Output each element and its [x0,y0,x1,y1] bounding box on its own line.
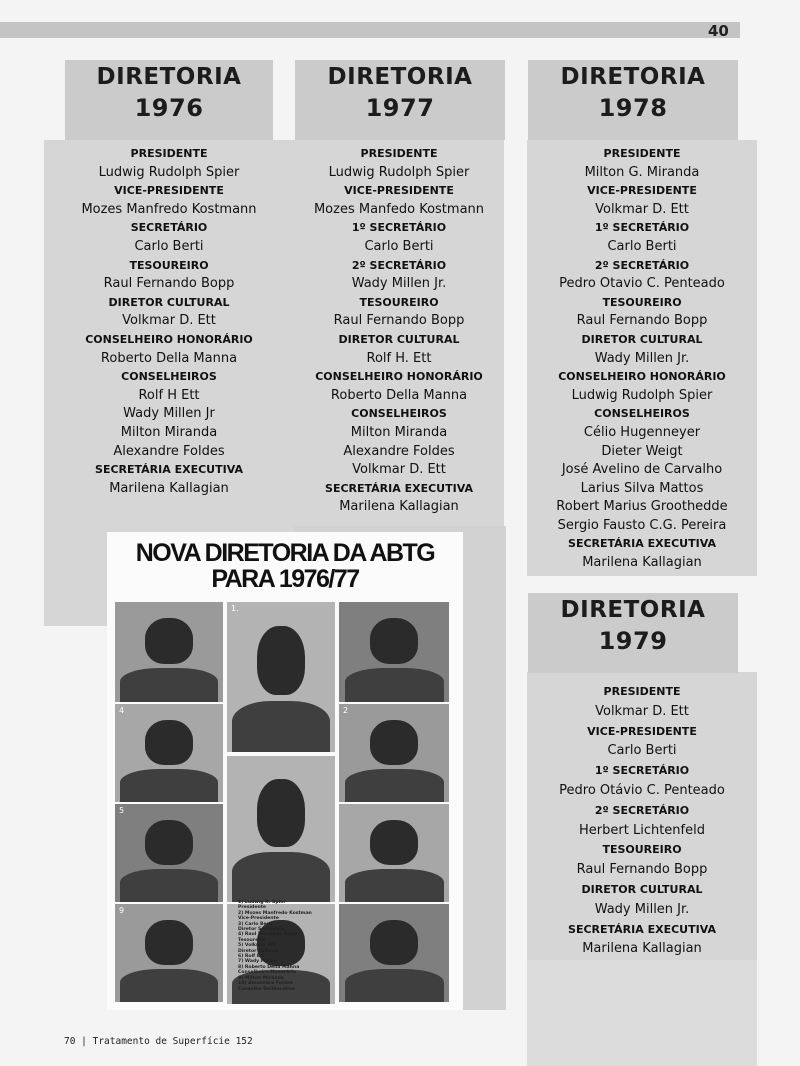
board-year: 1977 [365,94,435,122]
caption-line: 6) Rolf Ett [238,954,265,960]
poster-title-line1: NOVA DIRETORIA DA ABTG [135,539,435,567]
member-name: Ludwig Rudolph Spier [571,387,713,403]
board-title: DIRETORIA [560,597,706,623]
role-label: CONSELHEIRO HONORÁRIO [315,370,483,384]
member-name: Carlo Berti [607,238,677,254]
role-label: DIRETOR CULTURAL [108,295,230,309]
board-year: 1979 [598,627,668,655]
role-label: 1º SECRETÁRIO [351,221,447,235]
caption-line: 3) Carlo Berti [238,921,273,927]
board-year: 1976 [134,94,204,122]
role-label: DIRETOR CULTURAL [338,332,460,346]
board-title: DIRETORIA [327,64,473,90]
role-label: VICE-PRESIDENTE [587,184,697,198]
caption-line: 9) Milton Miranda [238,975,285,981]
poster-title [107,540,463,592]
member-name: Raul Fernando Bopp [333,313,465,329]
member-name: Herbert Lichtenfeld [579,822,705,838]
head-shape [370,720,418,765]
portrait-photo [339,602,449,702]
shoulders-shape [232,852,329,902]
caption-line: Diretor Secretário [238,927,285,933]
caption-line: 4) Raul Fernando Bopp [238,932,298,938]
shoulders-shape [120,668,217,702]
role-label: SECRETÁRIA EXECUTIVA [568,922,716,936]
head-shape [370,920,418,965]
poster-caption [238,900,338,992]
role-label: TESOUREIRO [129,258,209,272]
head-shape [145,920,193,965]
caption-line: 10) Alexandre Foldes [238,981,293,987]
caption-line: Diretor Cultural [238,948,279,954]
member-name: Alexandre Foldes [343,443,455,459]
board-list-1976 [44,145,294,498]
member-name: Carlo Berti [134,238,204,254]
role-label: PRESIDENTE [360,147,438,160]
head-shape [145,618,193,664]
role-label: TESOUREIRO [602,295,682,309]
member-name: Volkmar D. Ett [122,313,216,329]
shoulders-shape [345,668,444,702]
member-name: Wady Millen Jr. [594,901,690,917]
member-name: Carlo Berti [364,238,434,254]
member-name: Wady Millen Jr. [594,350,690,366]
portrait-photo [339,904,449,1002]
role-label: CONSELHEIROS [351,407,447,421]
member-name: Marilena Kallagian [582,555,702,571]
member-name: Volkmar D. Ett [595,703,689,719]
caption-line: 1) Ludwig R. Spier [238,900,286,905]
member-name: Marilena Kallagian [339,499,459,515]
member-name: Sergio Fausto C.G. Pereira [557,517,727,533]
portrait-photo [115,602,223,702]
role-label: TESOUREIRO [359,295,439,309]
member-name: Ludwig Rudolph Spier [98,164,240,180]
role-label: CONSELHEIRO HONORÁRIO [558,370,726,384]
member-name: Alexandre Foldes [113,443,225,459]
member-name: Wady Millen Jr [123,406,215,422]
caption-line: 2) Mozes Manfredo Kostman [238,910,312,916]
role-label: PRESIDENTE [603,685,681,698]
member-name: Marilena Kallagian [109,480,229,496]
photo-number: 2 [343,706,349,715]
member-name: Pedro Otávio C. Penteado [559,782,725,798]
board-year: 1978 [598,94,668,122]
header-1979 [528,593,738,673]
head-shape [257,779,305,846]
photo-number: 9 [119,906,125,915]
caption-line: Conselheiro Honorário [238,970,296,976]
board-title: DIRETORIA [96,64,242,90]
head-shape [145,820,193,865]
role-label: DIRETOR CULTURAL [581,332,703,346]
member-name: Milton Miranda [120,424,218,440]
role-label: 2º SECRETÁRIO [594,258,690,272]
role-label: VICE-PRESIDENTE [587,724,697,738]
shoulders-shape [345,769,444,802]
board-title: DIRETORIA [560,64,706,90]
member-name: Pedro Otavio C. Penteado [559,276,725,292]
member-name: Roberto Della Manna [330,387,468,403]
role-label: PRESIDENTE [130,147,208,160]
shoulders-shape [120,969,217,1002]
member-name: Raul Fernando Bopp [576,862,708,878]
member-name: Mozes Manfedo Kostmann [313,201,485,217]
role-label: SECRETÁRIA EXECUTIVA [325,481,473,495]
member-name: Célio Hugenneyer [583,424,701,440]
shoulders-shape [232,701,329,752]
col-shade-bottom [527,960,757,1066]
caption-line: 8) Roberto Della Manna [238,964,300,970]
member-name: José Avelino de Carvalho [561,462,723,478]
board-list-1978 [527,145,757,573]
member-name: Raul Fernando Bopp [576,313,708,329]
portrait-photo [115,904,223,1002]
caption-line: 7) Wady Millen [238,959,277,965]
head-shape [145,720,193,765]
role-label: DIRETOR CULTURAL [581,882,703,896]
header-1977 [295,60,505,140]
role-label: VICE-PRESIDENTE [344,184,454,198]
member-name: Volkmar D. Ett [595,201,689,217]
page-footer: 70 | Tratamento de Superfície 152 [64,1036,253,1047]
photo-number: 4 [119,706,125,715]
member-name: Raul Fernando Bopp [103,276,235,292]
member-name: Wady Millen Jr. [351,276,447,292]
shoulders-shape [120,769,217,802]
photo-number: 1. [231,604,239,613]
role-label: SECRETÁRIO [130,221,208,235]
member-name: Dieter Weigt [601,443,683,459]
top-bar [0,22,740,38]
role-label: SECRETÁRIA EXECUTIVA [95,463,243,477]
portrait-photo [115,704,223,802]
anniversary-logo: 40 [708,22,729,40]
caption-line: Tesoureiro [238,937,266,943]
caption-line: Presidente [238,905,267,911]
role-label: VICE-PRESIDENTE [114,184,224,198]
head-shape [370,820,418,865]
role-label: CONSELHEIROS [121,370,217,384]
portrait-photo [115,804,223,902]
member-name: Milton Miranda [350,424,448,440]
member-name: Mozes Manfredo Kostmann [81,201,257,217]
member-name: Rolf H Ett [138,387,200,403]
member-name: Volkmar D. Ett [352,462,446,478]
head-shape [370,618,418,664]
role-label: 1º SECRETÁRIO [594,764,690,778]
shoulders-shape [345,969,444,1002]
member-name: Ludwig Rudolph Spier [328,164,470,180]
portrait-photo [227,756,335,902]
role-label: CONSELHEIROS [594,407,690,421]
head-shape [257,626,305,695]
role-label: TESOUREIRO [602,843,682,857]
member-name: Milton G. Miranda [584,164,700,180]
portrait-photo [227,602,335,752]
board-list-1979 [527,682,757,959]
role-label: SECRETÁRIA EXECUTIVA [568,537,716,551]
role-label: CONSELHEIRO HONORÁRIO [85,332,253,346]
shoulders-shape [345,869,444,902]
role-label: PRESIDENTE [603,147,681,160]
member-name: Rolf H. Ett [366,350,432,366]
board-list-1977 [294,145,504,517]
poster-title-line2: PARA 1976/77 [211,565,359,593]
member-name: Robert Marius Groothedde [556,499,728,515]
header-1976 [65,60,273,140]
member-name: Larius Silva Mattos [580,480,704,496]
member-name: Marilena Kallagian [582,941,702,957]
portrait-photo [339,704,449,802]
header-1978 [528,60,738,140]
member-name: Roberto Della Manna [100,350,238,366]
caption-line: Vice-Presidente [238,916,279,922]
photo-number: 5 [119,806,125,815]
caption-line: Conselho Deliberativo [238,986,296,992]
shoulders-shape [120,869,217,902]
member-name: Carlo Berti [607,743,677,759]
role-label: 2º SECRETÁRIO [594,803,690,817]
caption-line: 5) Volkmar Ett [238,943,276,949]
role-label: 2º SECRETÁRIO [351,258,447,272]
portrait-photo [339,804,449,902]
role-label: 1º SECRETÁRIO [594,221,690,235]
